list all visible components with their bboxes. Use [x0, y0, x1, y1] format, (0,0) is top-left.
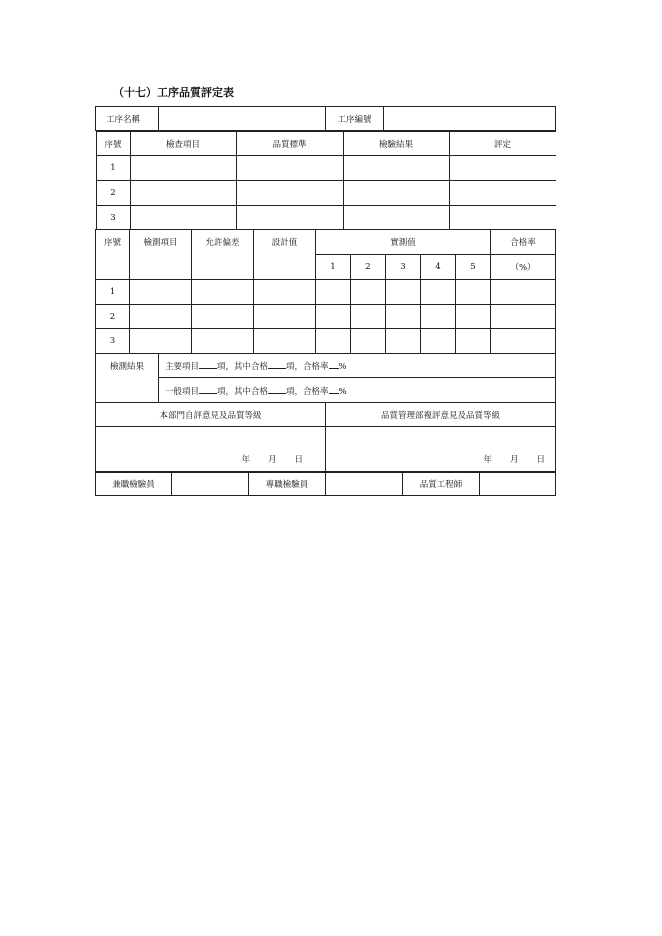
dept-date-day: 日 — [294, 455, 303, 465]
inspection-col-no: 序號 — [96, 132, 130, 156]
result-main-percent: % — [338, 362, 347, 372]
inspection-cell[interactable] — [449, 156, 556, 181]
measurement-cell[interactable] — [316, 280, 351, 305]
dept-opinion-label: 本部門自評意見及品質等級 — [96, 403, 326, 427]
inspection-cell[interactable] — [343, 181, 449, 206]
qm-opinion-label: 品質管理部複評意見及品質等級 — [326, 403, 556, 427]
measurement-cell[interactable] — [456, 329, 491, 354]
measurement-cell[interactable] — [491, 280, 556, 305]
table-row — [96, 156, 556, 181]
measurement-row-no: 3 — [96, 329, 130, 354]
process-info-table — [95, 106, 556, 230]
result-general-line — [159, 378, 556, 403]
measurement-cell[interactable] — [386, 280, 421, 305]
inspection-cell[interactable] — [343, 156, 449, 181]
measurement-col-item: 檢測項目 — [130, 230, 192, 280]
measurement-cell[interactable] — [254, 329, 316, 354]
measurement-cell[interactable] — [421, 280, 456, 305]
qm-date-year: 年 — [483, 455, 492, 465]
measurement-cell[interactable] — [491, 329, 556, 354]
inspection-cell[interactable] — [130, 206, 236, 230]
part-time-inspector-field[interactable] — [172, 473, 249, 496]
inspection-col-standard: 品質標準 — [236, 132, 343, 156]
process-no-field[interactable] — [384, 107, 556, 131]
measurement-cell[interactable] — [491, 305, 556, 329]
result-main-unit-item: 項，其中合格 — [217, 362, 269, 372]
measurement-rate-unit: （%） — [491, 255, 556, 280]
table-row — [96, 329, 556, 354]
process-name-field[interactable] — [159, 107, 326, 131]
measurement-cell[interactable] — [130, 280, 192, 305]
result-main-prefix: 主要項目 — [165, 362, 200, 372]
measurement-cell[interactable] — [351, 305, 386, 329]
inspection-row-no: 2 — [96, 181, 130, 206]
full-time-inspector-field[interactable] — [326, 473, 403, 496]
measurement-cell[interactable] — [316, 329, 351, 354]
measurement-row-no: 1 — [96, 280, 130, 305]
measured-point-4: 4 — [421, 255, 456, 280]
measurement-cell[interactable] — [130, 305, 192, 329]
table-row — [96, 280, 556, 305]
inspection-col-result: 檢驗結果 — [343, 132, 449, 156]
measurement-row-no: 2 — [96, 305, 130, 329]
result-general-unit-item: 項，其中合格 — [217, 386, 269, 397]
opinion-table — [95, 402, 556, 472]
result-general-unit-pass: 項，合格率 — [286, 386, 329, 397]
measurement-cell[interactable] — [254, 280, 316, 305]
measured-point-3: 3 — [386, 255, 421, 280]
table-row — [96, 181, 556, 206]
inspection-col-rating: 評定 — [449, 132, 556, 156]
measured-point-2: 2 — [351, 255, 386, 280]
table-row — [96, 206, 556, 230]
quality-engineer-field[interactable] — [480, 473, 556, 496]
measurement-cell[interactable] — [254, 305, 316, 329]
measurement-cell[interactable] — [192, 329, 254, 354]
measurement-col-design: 設計值 — [254, 230, 316, 280]
qm-opinion-field[interactable] — [326, 427, 556, 472]
inspection-row-no: 3 — [96, 206, 130, 230]
measurement-cell[interactable] — [456, 280, 491, 305]
inspection-cell[interactable] — [236, 156, 343, 181]
measurement-cell[interactable] — [192, 280, 254, 305]
measured-point-5: 5 — [456, 255, 491, 280]
qm-date-day: 日 — [536, 455, 545, 465]
measurement-cell[interactable] — [351, 329, 386, 354]
result-general-percent: % — [338, 386, 347, 397]
measurement-table — [95, 229, 556, 354]
measurement-cell[interactable] — [386, 305, 421, 329]
inspection-cell[interactable] — [236, 181, 343, 206]
measurement-cell[interactable] — [386, 329, 421, 354]
inspection-cell[interactable] — [449, 206, 556, 230]
quality-engineer-label: 品質工程師 — [403, 473, 480, 496]
inspection-cell[interactable] — [236, 206, 343, 230]
main-rate-blank[interactable] — [329, 359, 339, 369]
table-row — [96, 305, 556, 329]
main-count-blank[interactable] — [199, 359, 217, 369]
dept-date-month: 月 — [267, 455, 277, 465]
result-table — [95, 353, 556, 403]
qm-date — [483, 453, 545, 465]
signature-table — [95, 472, 556, 496]
inspection-cell[interactable] — [130, 181, 236, 206]
measurement-cell[interactable] — [316, 305, 351, 329]
measurement-col-tolerance: 允許偏差 — [192, 230, 254, 280]
measurement-cell[interactable] — [456, 305, 491, 329]
dept-date — [241, 453, 303, 465]
measurement-col-no: 序號 — [96, 230, 130, 280]
inspection-col-item: 檢查項目 — [130, 132, 236, 156]
process-name-label: 工序名稱 — [96, 107, 159, 131]
dept-opinion-field[interactable] — [96, 427, 326, 472]
general-pass-blank[interactable] — [268, 384, 286, 394]
inspection-row-no: 1 — [96, 156, 130, 181]
general-count-blank[interactable] — [199, 384, 217, 394]
inspection-cell[interactable] — [449, 181, 556, 206]
measured-point-1: 1 — [316, 255, 351, 280]
measurement-cell[interactable] — [192, 305, 254, 329]
dept-date-year: 年 — [241, 455, 250, 465]
qm-date-month: 月 — [509, 455, 519, 465]
measurement-cell[interactable] — [351, 280, 386, 305]
result-general-prefix: 一般項目 — [165, 386, 200, 397]
result-label: 檢測結果 — [96, 354, 159, 403]
full-time-inspector-label: 專職檢驗員 — [249, 473, 326, 496]
process-no-label: 工序編號 — [326, 107, 384, 131]
measurement-cell[interactable] — [130, 329, 192, 354]
general-rate-blank[interactable] — [329, 384, 339, 394]
measurement-col-rate: 合格率 — [491, 230, 556, 255]
result-main-unit-pass: 項，合格率 — [286, 362, 329, 372]
inspection-table — [96, 131, 556, 230]
measurement-cell[interactable] — [421, 329, 456, 354]
result-main-line — [159, 354, 556, 378]
inspection-cell[interactable] — [343, 206, 449, 230]
measurement-cell[interactable] — [421, 305, 456, 329]
part-time-inspector-label: 兼職檢驗員 — [96, 473, 172, 496]
form-title: （十七）工序品質評定表 — [113, 86, 234, 99]
main-pass-blank[interactable] — [268, 359, 286, 369]
measurement-col-measured: 實測值 — [316, 230, 491, 255]
inspection-cell[interactable] — [130, 156, 236, 181]
